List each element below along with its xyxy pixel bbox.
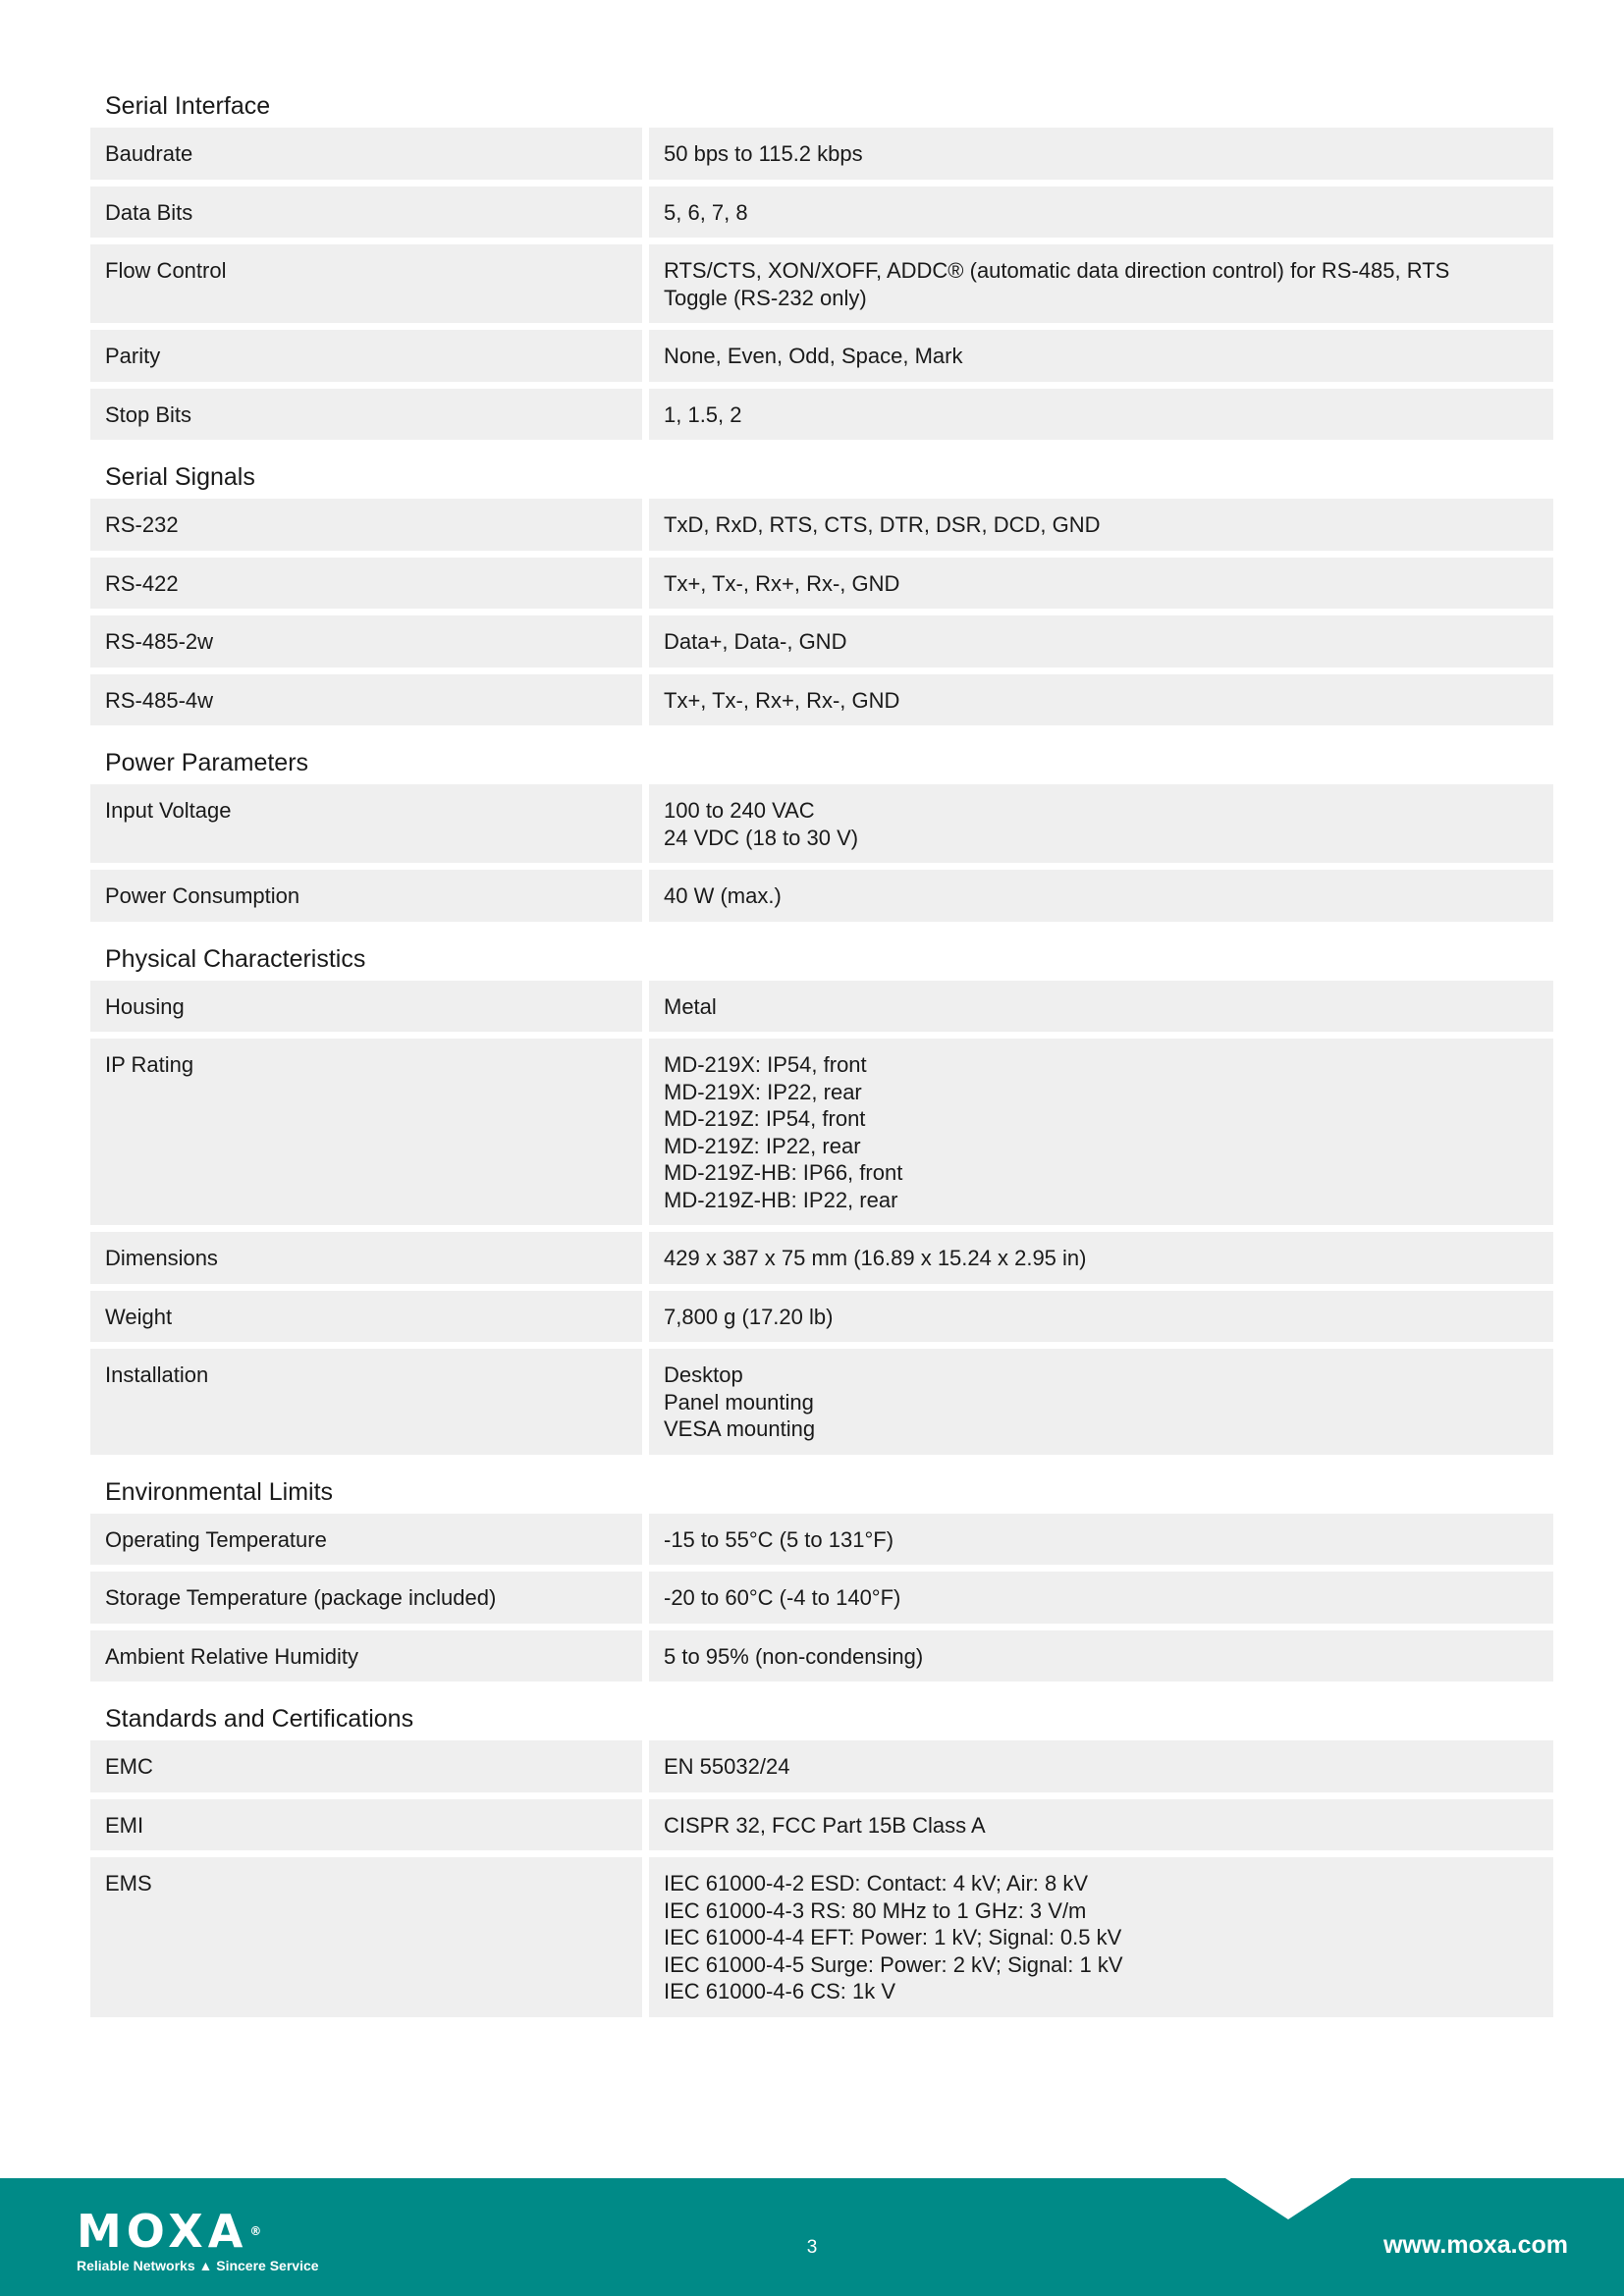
spec-section — [90, 90, 1553, 440]
spec-label: Ambient Relative Humidity — [90, 1630, 642, 1682]
spec-row — [90, 389, 1553, 441]
spec-row — [90, 1039, 1553, 1225]
spec-row — [90, 128, 1553, 180]
spec-row — [90, 499, 1553, 551]
spec-value-line: Tx+, Tx-, Rx+, Rx-, GND — [664, 570, 900, 596]
spec-label: IP Rating — [90, 1039, 642, 1225]
logo-tagline: Reliable Networks ▲ Sincere Service — [77, 2258, 319, 2273]
spec-section — [90, 1476, 1553, 1682]
spec-value-line: MD-219Z: IP54, front — [664, 1106, 866, 1131]
spec-label: Flow Control — [90, 244, 642, 323]
spec-label: Housing — [90, 981, 642, 1033]
spec-value — [649, 870, 1553, 922]
spec-value-line: MD-219Z-HB: IP22, rear — [664, 1187, 898, 1212]
spec-value — [649, 1514, 1553, 1566]
spec-value — [649, 981, 1553, 1033]
spec-label: RS-232 — [90, 499, 642, 551]
spec-row — [90, 1857, 1553, 2017]
page-number: 3 — [806, 2237, 818, 2258]
spec-value-line: 5 to 95% (non-condensing) — [664, 1643, 924, 1669]
spec-value — [649, 784, 1553, 863]
spec-label: Input Voltage — [90, 784, 642, 863]
spec-label: EMS — [90, 1857, 642, 2017]
spec-value-line: RTS/CTS, XON/XOFF, ADDC® (automatic data direction control) for RS-485, RTS — [664, 258, 1450, 283]
section-title: Power Parameters — [105, 749, 309, 776]
logo-wordmark: MOXA — [77, 2205, 248, 2258]
spec-label: Weight — [90, 1291, 642, 1343]
spec-label: RS-485-4w — [90, 674, 642, 726]
spec-value-line: IEC 61000-4-4 EFT: Power: 1 kV; Signal: 0.5 kV — [664, 1925, 1122, 1949]
spec-value-line: TxD, RxD, RTS, CTS, DTR, DSR, DCD, GND — [664, 512, 1101, 537]
spec-row — [90, 1349, 1553, 1455]
spec-value-line: Tx+, Tx-, Rx+, Rx-, GND — [664, 687, 900, 713]
spec-value — [649, 389, 1553, 441]
registered-mark: ® — [249, 2224, 267, 2238]
spec-value-line: Panel mounting — [664, 1389, 814, 1415]
spec-row — [90, 1740, 1553, 1792]
spec-value-line: Toggle (RS-232 only) — [664, 285, 867, 310]
spec-value-line: 5, 6, 7, 8 — [664, 199, 748, 225]
spec-value — [649, 330, 1553, 382]
spec-value-line: Desktop — [664, 1362, 743, 1387]
spec-row — [90, 1799, 1553, 1851]
section-title: Physical Characteristics — [105, 944, 366, 973]
spec-value-line: None, Even, Odd, Space, Mark — [664, 344, 963, 368]
spec-value — [649, 615, 1553, 667]
spec-row — [90, 784, 1553, 863]
spec-label: RS-422 — [90, 558, 642, 610]
spec-value — [649, 1799, 1553, 1851]
spec-row — [90, 1291, 1553, 1343]
spec-row — [90, 1572, 1553, 1624]
spec-value-line: 40 W (max.) — [664, 883, 782, 908]
spec-value-line: EN 55032/24 — [664, 1754, 790, 1779]
spec-row — [90, 187, 1553, 239]
spec-label: Power Consumption — [90, 870, 642, 922]
section-title: Environmental Limits — [105, 1477, 334, 1506]
spec-value-line: Metal — [664, 993, 717, 1019]
spec-value — [649, 1857, 1553, 2017]
spec-row — [90, 870, 1553, 922]
spec-value-line: CISPR 32, FCC Part 15B Class A — [664, 1812, 986, 1838]
spec-value-line: -15 to 55°C (5 to 131°F) — [664, 1526, 894, 1552]
spec-value-line: MD-219Z-HB: IP66, front — [664, 1160, 903, 1185]
spec-label: Storage Temperature (package included) — [90, 1572, 642, 1624]
section-title: Serial Signals — [105, 463, 255, 491]
spec-value-line: IEC 61000-4-5 Surge: Power: 2 kV; Signal: 1 kV — [664, 1951, 1123, 1977]
spec-section — [90, 943, 1553, 1455]
spec-value — [649, 1232, 1553, 1284]
spec-value-line: 1, 1.5, 2 — [664, 401, 742, 427]
spec-row — [90, 674, 1553, 726]
spec-value-line: 50 bps to 115.2 kbps — [664, 141, 863, 166]
spec-label: Stop Bits — [90, 389, 642, 441]
spec-section — [90, 461, 1553, 725]
spec-label: Baudrate — [90, 128, 642, 180]
spec-value — [649, 1572, 1553, 1624]
spec-value-line: Data+, Data-, GND — [664, 629, 847, 654]
spec-value — [649, 1291, 1553, 1343]
spec-row — [90, 330, 1553, 382]
spec-value-line: 7,800 g (17.20 lb) — [664, 1304, 834, 1329]
spec-label: Operating Temperature — [90, 1514, 642, 1566]
spec-value — [649, 244, 1553, 323]
spec-section — [90, 747, 1553, 922]
spec-value-line: 100 to 240 VAC — [664, 798, 815, 823]
footer-bar — [0, 2178, 1624, 2296]
spec-value-line: IEC 61000-4-2 ESD: Contact: 4 kV; Air: 8 kV — [664, 1871, 1089, 1896]
footer-notch — [1225, 2178, 1351, 2219]
spec-row — [90, 615, 1553, 667]
spec-row — [90, 244, 1553, 323]
spec-label: Data Bits — [90, 187, 642, 239]
spec-value — [649, 1349, 1553, 1455]
spec-row — [90, 1630, 1553, 1682]
moxa-logo[interactable] — [77, 2205, 319, 2274]
section-title: Standards and Certifications — [105, 1705, 414, 1733]
spec-row — [90, 558, 1553, 610]
website-link[interactable]: www.moxa.com — [1382, 2231, 1568, 2259]
spec-table — [90, 90, 1553, 2039]
spec-value-line: -20 to 60°C (-4 to 140°F) — [664, 1585, 901, 1610]
spec-value-line: 24 VDC (18 to 30 V) — [664, 825, 859, 850]
spec-label: RS-485-2w — [90, 615, 642, 667]
spec-row — [90, 981, 1553, 1033]
spec-value-line: IEC 61000-4-3 RS: 80 MHz to 1 GHz: 3 V/m — [664, 1897, 1087, 1923]
spec-label: Dimensions — [90, 1232, 642, 1284]
spec-value — [649, 558, 1553, 610]
section-title: Serial Interface — [105, 92, 271, 120]
spec-value-line: MD-219Z: IP22, rear — [664, 1133, 861, 1158]
spec-label: EMI — [90, 1799, 642, 1851]
spec-label: Parity — [90, 330, 642, 382]
spec-value-line: IEC 61000-4-6 CS: 1k V — [664, 1979, 896, 2003]
spec-value — [649, 128, 1553, 180]
spec-value-line: 429 x 387 x 75 mm (16.89 x 15.24 x 2.95 in) — [664, 1246, 1087, 1270]
spec-section — [90, 1703, 1553, 2017]
spec-value — [649, 187, 1553, 239]
spec-label: EMC — [90, 1740, 642, 1792]
spec-value — [649, 1630, 1553, 1682]
spec-value — [649, 674, 1553, 726]
spec-value-line: MD-219X: IP22, rear — [664, 1079, 862, 1104]
spec-value — [649, 1740, 1553, 1792]
spec-value-line: MD-219X: IP54, front — [664, 1052, 867, 1077]
spec-value — [649, 1039, 1553, 1225]
spec-row — [90, 1514, 1553, 1566]
spec-value — [649, 499, 1553, 551]
spec-value-line: VESA mounting — [664, 1416, 816, 1441]
spec-label: Installation — [90, 1349, 642, 1455]
spec-row — [90, 1232, 1553, 1284]
